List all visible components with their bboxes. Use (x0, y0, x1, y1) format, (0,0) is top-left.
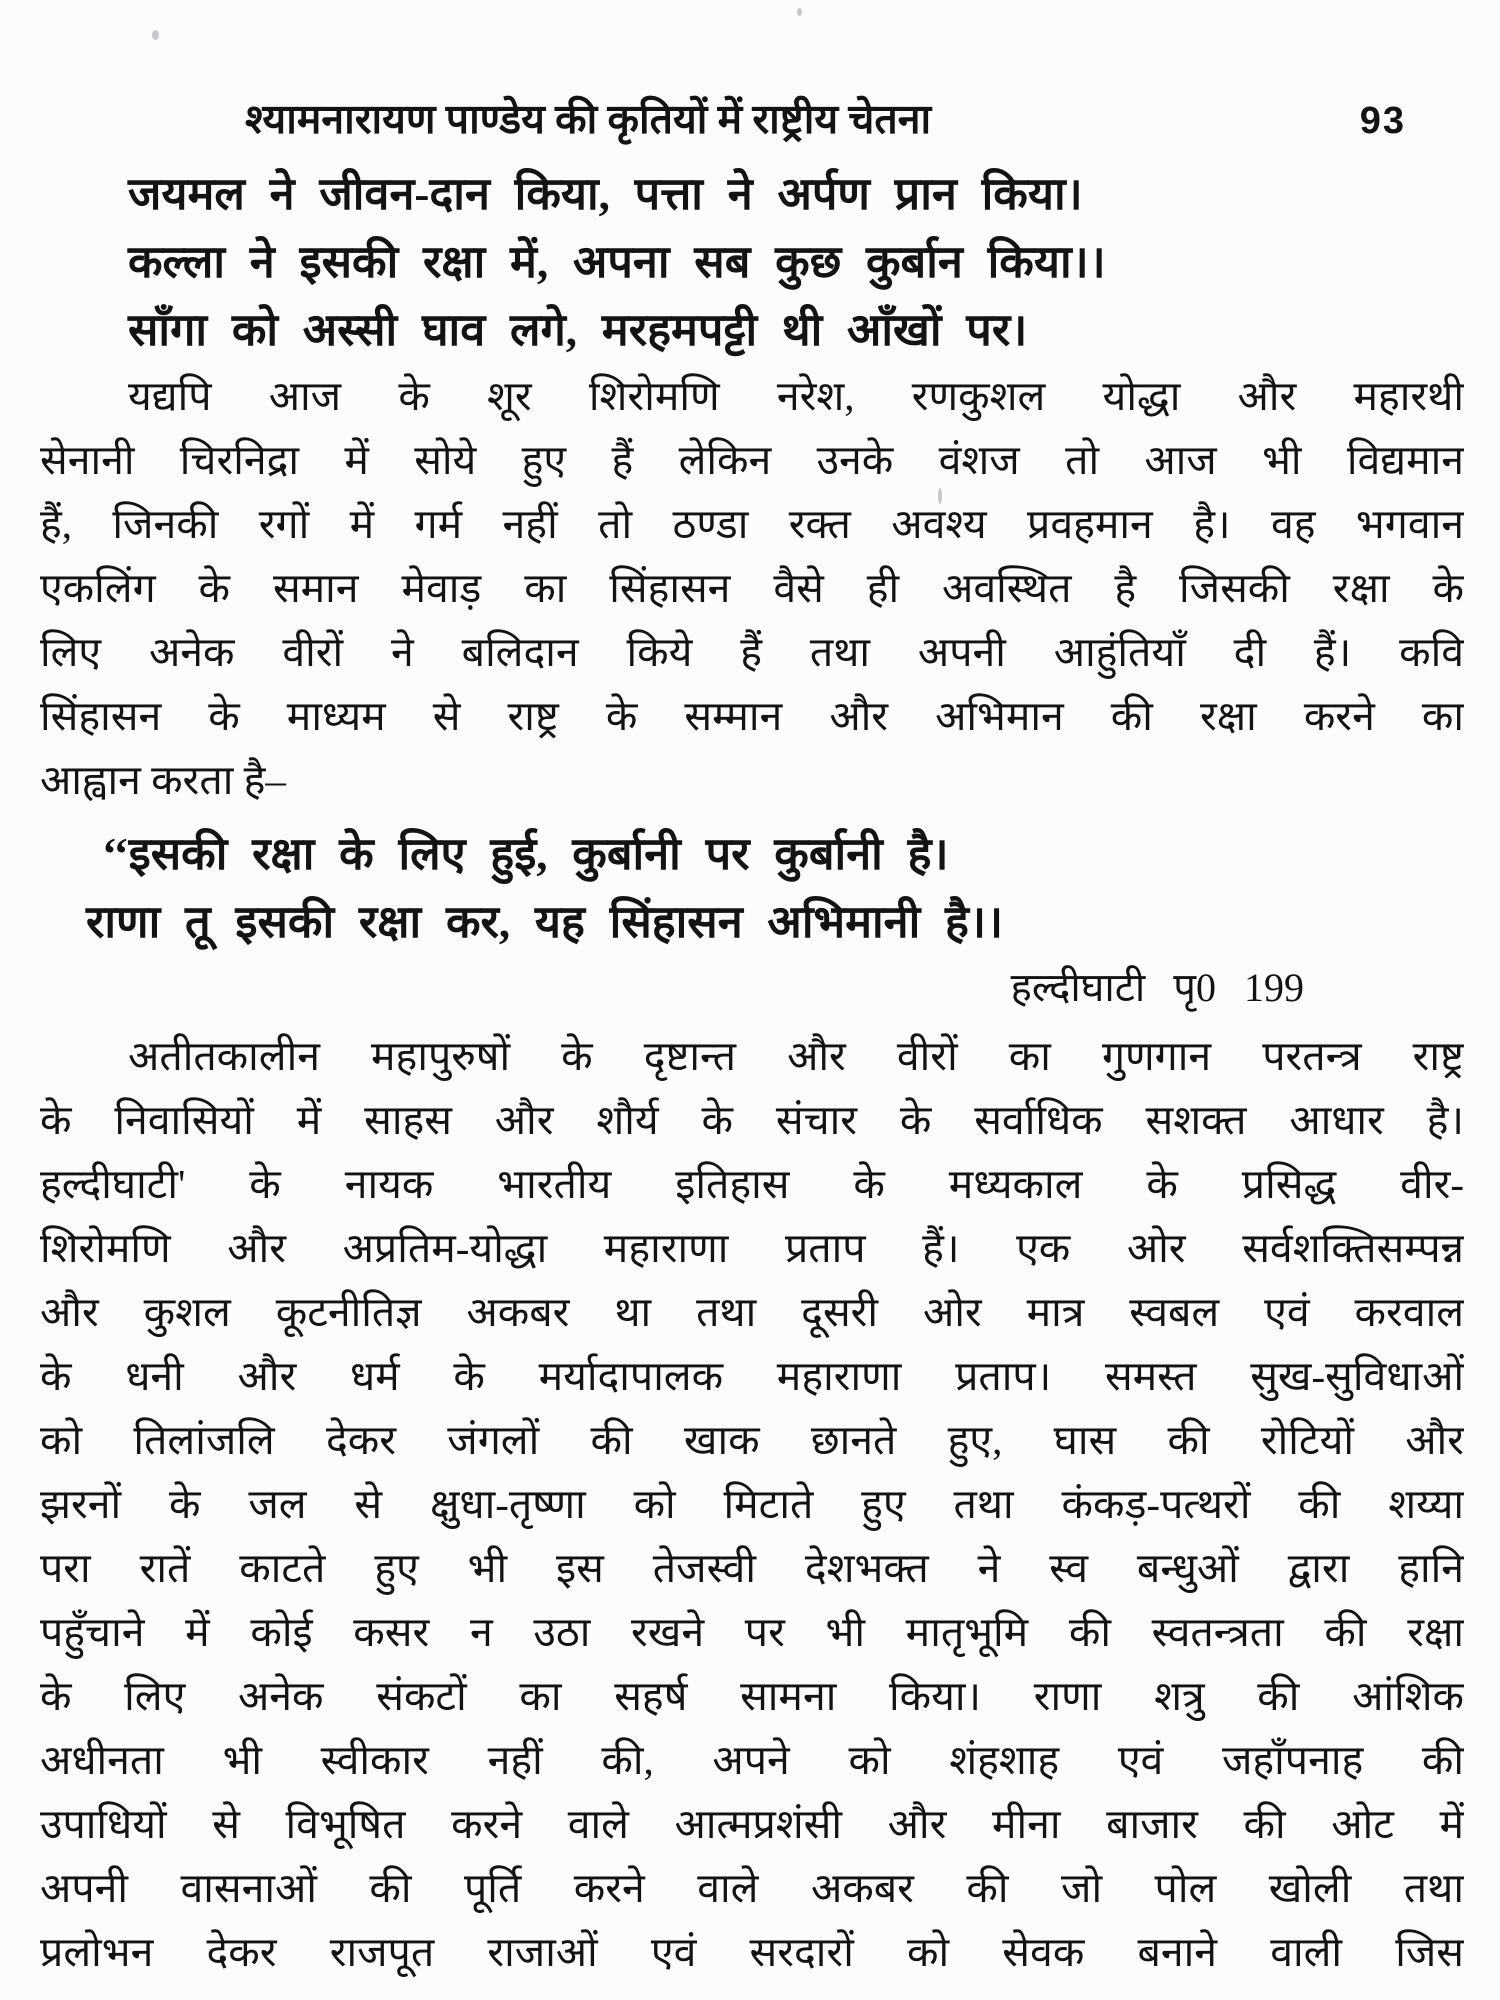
page-header (40, 92, 1464, 148)
body-line: यद्यपि आज के शूर शिरोमणि नरेश, रणकुशल योद्धा और महारथी (128, 373, 1464, 419)
body-line: के लिए अनेक संकटों का सहर्ष सामना किया। राणा शत्रु की आंशिक (40, 1673, 1464, 1719)
body-line: सिंहासन के माध्यम से राष्ट्र के सम्मान और अभिमान की रक्षा करने का (40, 693, 1464, 739)
verse-line: साँगा को अस्सी घाव लगे, मरहमपट्टी थी आँखों पर। (128, 305, 1028, 355)
body-line: को तिलांजलि देकर जंगलों की खाक छानते हुए, घास की रोटियों और (40, 1417, 1464, 1463)
body-line: एकलिंग के समान मेवाड़ का सिंहासन वैसे ही अवस्थित है जिसकी रक्षा के (40, 565, 1464, 611)
paragraph-1 (40, 364, 1464, 812)
body-line: अधीनता भी स्वीकार नहीं की, अपने को शंहशाह एवं जहाँपनाह की (40, 1737, 1464, 1783)
body-line: अतीतकालीन महापुरुषों के दृष्टान्त और वीरों का गुणगान परतन्त्र राष्ट्र (128, 1033, 1464, 1079)
body-line: झरनों के जल से क्षुधा-तृष्णा को मिटाते हुए तथा कंकड़-पत्थरों की शय्या (40, 1481, 1464, 1527)
body-line: के धनी और धर्म के मर्यादापालक महाराणा प्रताप। समस्त सुख-सुविधाओं (40, 1353, 1464, 1399)
body-line: आह्वान करता है– (40, 757, 286, 803)
scan-artifact (152, 30, 159, 40)
verse-line: ‘‘इसकी रक्षा के लिए हुई, कुर्बानी पर कुर्बानी है। (102, 829, 949, 879)
verse-line: जयमल ने जीवन-दान किया, पत्ता ने अर्पण प्रान किया। (128, 169, 1083, 219)
body-line: सेनानी चिरनिद्रा में सोये हुए हैं लेकिन उनके वंशज तो आज भी विद्यमान (40, 437, 1464, 483)
paragraph-2 (40, 1024, 1464, 1984)
body-line: हैं, जिनकी रगों में गर्म नहीं तो ठण्डा रक्त अवश्य प्रवहमान है। वह भगवान (40, 501, 1464, 547)
scan-artifact (938, 488, 942, 504)
body-line: परा रातें काटते हुए भी इस तेजस्वी देशभक्त ने स्व बन्धुओं द्वारा हानि (40, 1545, 1464, 1591)
body-line: शिरोमणि और अप्रतिम-योद्धा महाराणा प्रताप हैं। एक ओर सर्वशक्तिसम्पन्न (40, 1225, 1464, 1271)
body-line: प्रलोभन देकर राजपूत राजाओं एवं सरदारों को सेवक बनाने वाली जिस (40, 1929, 1464, 1975)
page-number: 93 (1359, 100, 1406, 142)
body-line: हल्दीघाटी' के नायक भारतीय इतिहास के मध्यकाल के प्रसिद्ध वीर- (40, 1161, 1464, 1207)
body-line: अपनी वासनाओं की पूर्ति करने वाले अकबर की जो पोल खोली तथा (40, 1865, 1464, 1911)
verse-line: राणा तू इसकी रक्षा कर, यह सिंहासन अभिमानी है।। (86, 897, 1004, 947)
citation: हल्दीघाटी पृ0 199 (1010, 965, 1304, 1010)
body-line: पहुँचाने में कोई कसर न उठा रखने पर भी मातृभूमि की स्वतन्त्रता की रक्षा (40, 1609, 1464, 1655)
verse-block-2 (40, 820, 1464, 956)
verse-line: कल्ला ने इसकी रक्षा में, अपना सब कुछ कुर्बान किया।। (128, 237, 1106, 287)
body-line: लिए अनेक वीरों ने बलिदान किये हैं तथा अपनी आहुंतियाँ दी हैं। कवि (40, 629, 1464, 675)
scan-artifact (797, 8, 802, 16)
body-line: के निवासियों में साहस और शौर्य के संचार के सर्वाधिक सशक्त आधार है। (40, 1097, 1464, 1143)
body-line: और कुशल कूटनीतिज्ञ अकबर था तथा दूसरी ओर मात्र स्वबल एवं करवाल (40, 1289, 1464, 1335)
body-line: उपाधियों से विभूषित करने वाले आत्मप्रशंसी और मीना बाजार की ओट में (40, 1801, 1464, 1847)
verse-block-1 (40, 160, 1464, 364)
running-head-title: श्यामनारायण पाण्डेय की कृतियों में राष्ट्रीय चेतना (245, 96, 932, 142)
